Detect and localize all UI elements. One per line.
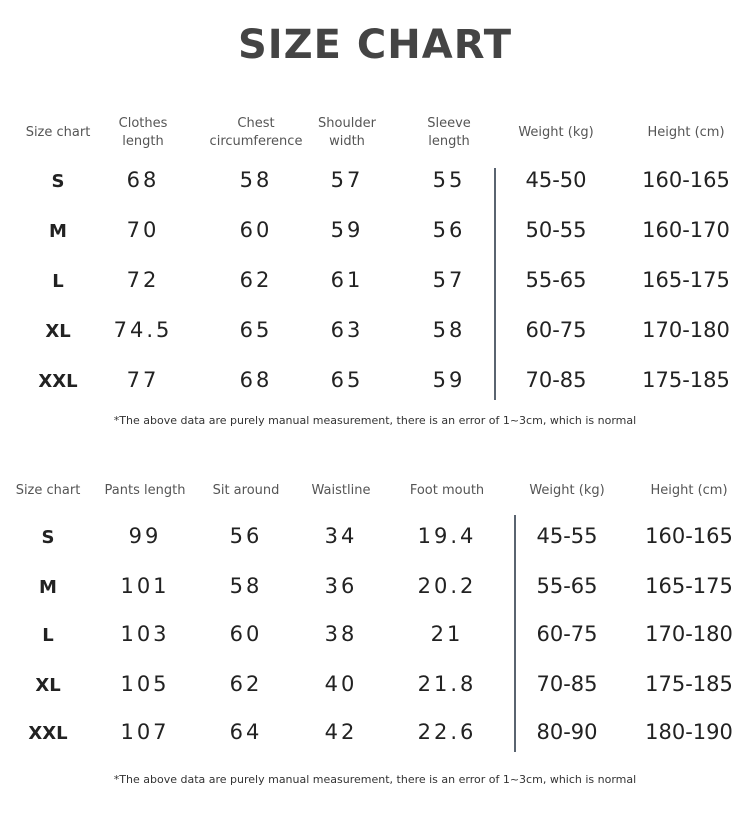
tops-cell-r3-c6: 170-180	[642, 318, 730, 342]
pants-cell-r0-c6: 160-165	[645, 524, 733, 548]
tops-cell-r0-c6: 160-165	[642, 168, 730, 192]
pants-cell-r3-c3: 40	[324, 672, 358, 696]
pants-cell-r4-c6: 180-190	[645, 720, 733, 744]
pants-measurement-note: *The above data are purely manual measurement, there is an error of 1~3cm, which is normal	[113, 773, 637, 786]
pants-header-2: Sit around	[212, 483, 280, 498]
tops-header-6: Height (cm)	[647, 125, 725, 140]
pants-divider-line	[514, 515, 516, 752]
pants-cell-r2-c4: 21	[430, 622, 464, 646]
tops-cell-r4-c6: 175-185	[642, 368, 730, 392]
pants-cell-r2-c0: L	[42, 625, 54, 646]
pants-cell-r3-c0: XL	[35, 675, 61, 696]
tops-cell-r0-c5: 45-50	[525, 168, 587, 192]
pants-cell-r1-c2: 58	[229, 574, 263, 598]
pants-cell-r2-c5: 60-75	[536, 622, 598, 646]
pants-cell-r1-c1: 101	[120, 574, 170, 598]
tops-cell-r2-c6: 165-175	[642, 268, 730, 292]
tops-cell-r3-c3: 63	[330, 318, 364, 342]
pants-cell-r2-c2: 60	[229, 622, 263, 646]
tops-cell-r2-c0: L	[52, 271, 64, 292]
tops-header-3: Shoulder width	[318, 116, 376, 149]
tops-cell-r1-c1: 70	[126, 218, 160, 242]
tops-header-2: Chest circumference	[209, 116, 303, 149]
tops-cell-r4-c5: 70-85	[525, 368, 587, 392]
tops-cell-r1-c4: 56	[432, 218, 466, 242]
pants-cell-r3-c5: 70-85	[536, 672, 598, 696]
tops-header-1: Clothes length	[118, 116, 168, 149]
pants-cell-r4-c5: 80-90	[536, 720, 598, 744]
pants-cell-r3-c1: 105	[120, 672, 170, 696]
pants-cell-r1-c5: 55-65	[536, 574, 598, 598]
tops-cell-r1-c3: 59	[330, 218, 364, 242]
tops-cell-r3-c4: 58	[432, 318, 466, 342]
pants-cell-r1-c6: 165-175	[645, 574, 733, 598]
pants-cell-r3-c2: 62	[229, 672, 263, 696]
tops-header-4: Sleeve length	[427, 116, 471, 149]
tops-cell-r3-c0: XL	[45, 321, 71, 342]
tops-cell-r4-c1: 77	[126, 368, 160, 392]
pants-header-6: Height (cm)	[650, 483, 728, 498]
pants-cell-r4-c1: 107	[120, 720, 170, 744]
tops-cell-r3-c2: 65	[239, 318, 273, 342]
pants-cell-r4-c4: 22.6	[417, 720, 477, 744]
tops-cell-r4-c2: 68	[239, 368, 273, 392]
tops-cell-r2-c5: 55-65	[525, 268, 587, 292]
tops-cell-r4-c0: XXL	[38, 371, 78, 392]
tops-cell-r4-c3: 65	[330, 368, 364, 392]
pants-cell-r4-c0: XXL	[28, 723, 68, 744]
pants-cell-r3-c4: 21.8	[417, 672, 477, 696]
page-title: SIZE CHART	[237, 22, 513, 68]
pants-cell-r4-c3: 42	[324, 720, 358, 744]
pants-cell-r2-c1: 103	[120, 622, 170, 646]
tops-cell-r4-c4: 59	[432, 368, 466, 392]
pants-header-5: Weight (kg)	[529, 483, 605, 498]
tops-cell-r1-c5: 50-55	[525, 218, 587, 242]
tops-cell-r2-c1: 72	[126, 268, 160, 292]
pants-header-4: Foot mouth	[409, 483, 485, 498]
tops-measurement-note: *The above data are purely manual measurement, there is an error of 1~3cm, which is normal	[113, 414, 637, 427]
tops-cell-r0-c2: 58	[239, 168, 273, 192]
pants-cell-r1-c4: 20.2	[417, 574, 477, 598]
pants-cell-r0-c4: 19.4	[417, 524, 477, 548]
tops-cell-r0-c3: 57	[330, 168, 364, 192]
tops-cell-r0-c4: 55	[432, 168, 466, 192]
pants-cell-r0-c3: 34	[324, 524, 358, 548]
pants-cell-r0-c1: 99	[128, 524, 162, 548]
tops-divider-line	[494, 168, 496, 400]
tops-cell-r2-c2: 62	[239, 268, 273, 292]
tops-cell-r0-c0: S	[51, 171, 65, 192]
pants-header-0: Size chart	[15, 483, 81, 498]
pants-cell-r2-c6: 170-180	[645, 622, 733, 646]
pants-cell-r3-c6: 175-185	[645, 672, 733, 696]
tops-header-5: Weight (kg)	[518, 125, 594, 140]
pants-cell-r0-c0: S	[41, 527, 55, 548]
tops-cell-r3-c5: 60-75	[525, 318, 587, 342]
tops-cell-r2-c3: 61	[330, 268, 364, 292]
pants-cell-r2-c3: 38	[324, 622, 358, 646]
tops-cell-r3-c1: 74.5	[113, 318, 173, 342]
pants-cell-r0-c2: 56	[229, 524, 263, 548]
tops-cell-r0-c1: 68	[126, 168, 160, 192]
tops-cell-r2-c4: 57	[432, 268, 466, 292]
pants-header-3: Waistline	[311, 483, 371, 498]
tops-cell-r1-c0: M	[49, 221, 67, 242]
pants-cell-r0-c5: 45-55	[536, 524, 598, 548]
pants-cell-r4-c2: 64	[229, 720, 263, 744]
pants-cell-r1-c3: 36	[324, 574, 358, 598]
pants-cell-r1-c0: M	[39, 577, 57, 598]
tops-cell-r1-c2: 60	[239, 218, 273, 242]
tops-cell-r1-c6: 160-170	[642, 218, 730, 242]
tops-header-0: Size chart	[25, 125, 91, 140]
pants-header-1: Pants length	[104, 483, 186, 498]
